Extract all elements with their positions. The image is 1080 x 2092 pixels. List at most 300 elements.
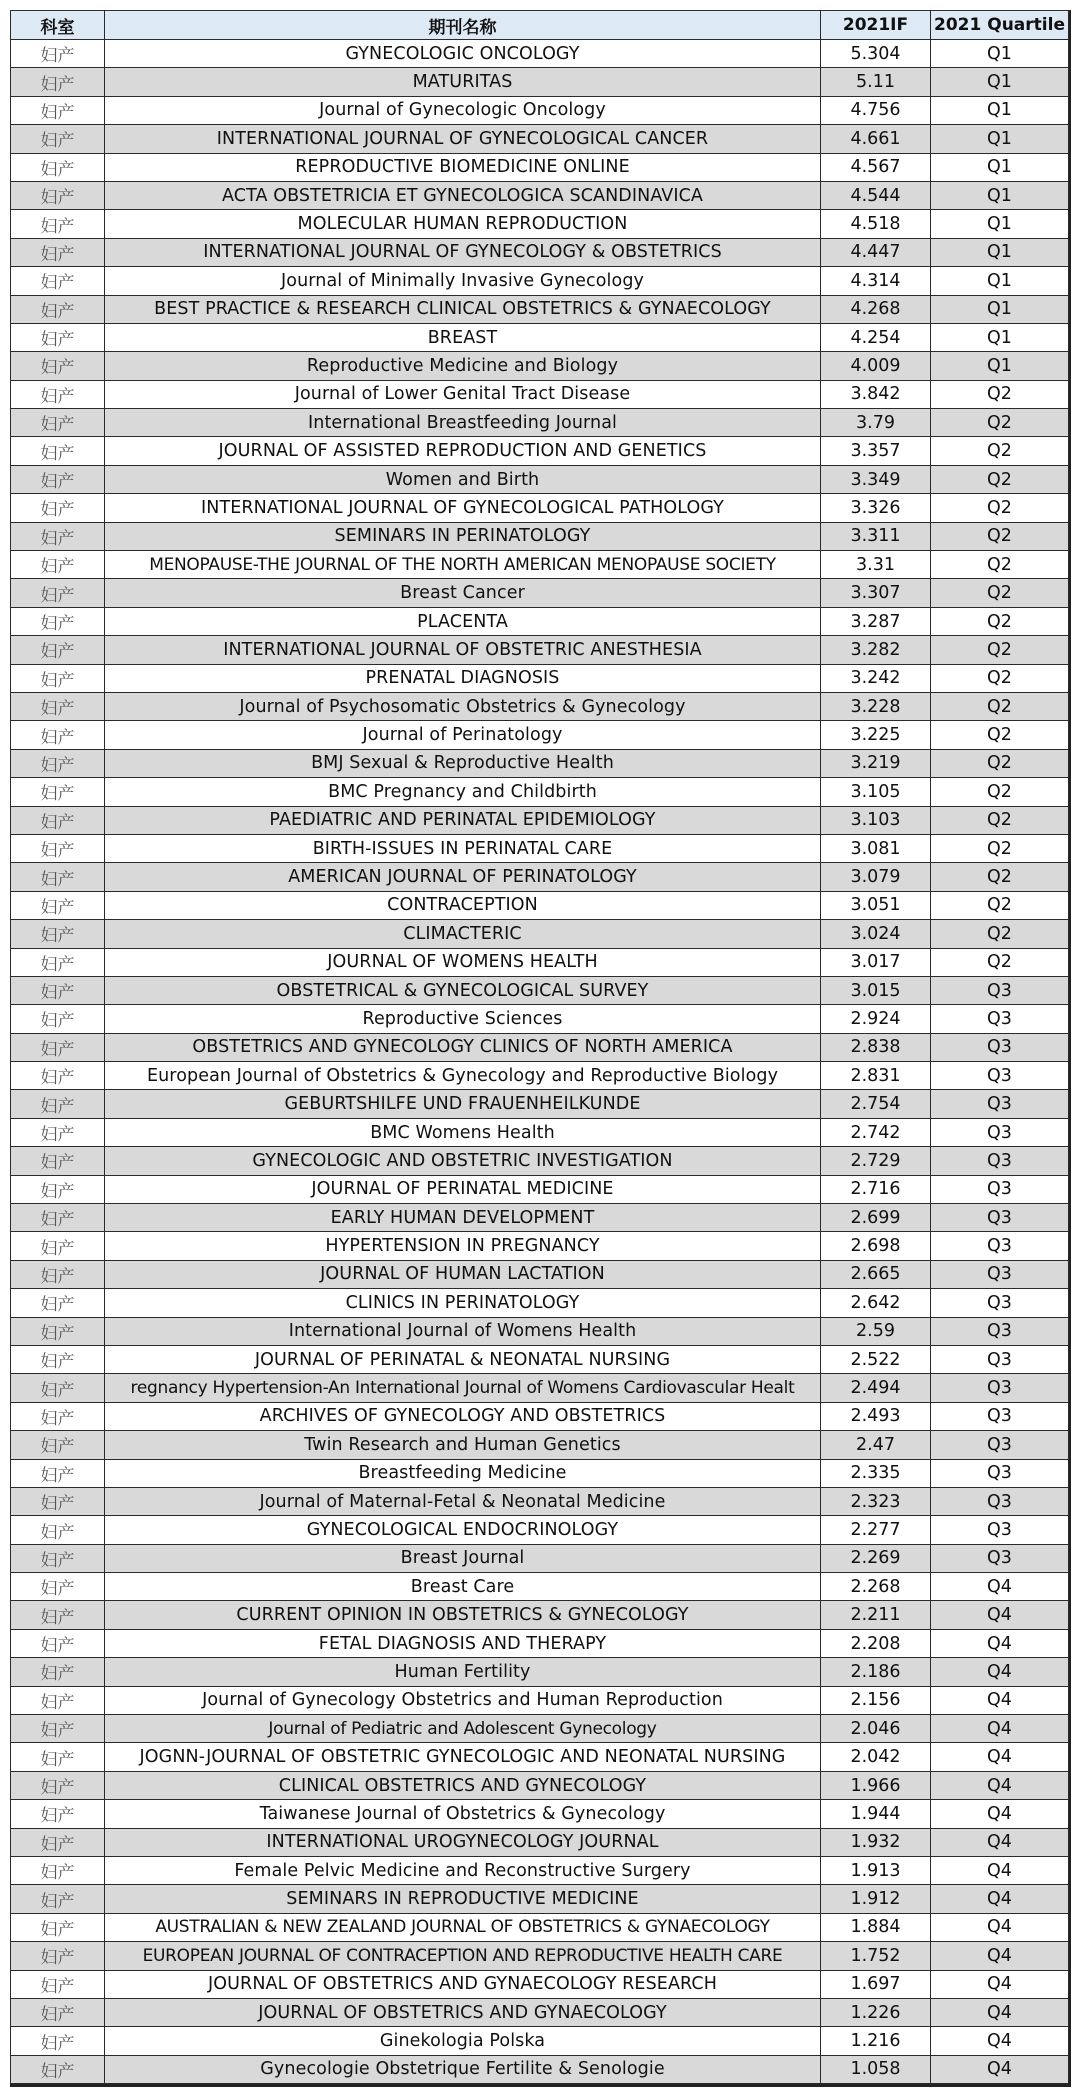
department-cell: 妇产 bbox=[11, 1970, 105, 1998]
department-cell: 妇产 bbox=[11, 778, 105, 806]
department-cell: 妇产 bbox=[11, 153, 105, 181]
department-cell: 妇产 bbox=[11, 1913, 105, 1941]
journal-name-cell: PLACENTA bbox=[105, 607, 821, 635]
department-cell: 妇产 bbox=[11, 1885, 105, 1913]
journal-name-cell: GYNECOLOGICAL ENDOCRINOLOGY bbox=[105, 1516, 821, 1544]
department-cell: 妇产 bbox=[11, 1658, 105, 1686]
impact-factor-cell: 1.966 bbox=[821, 1771, 931, 1799]
journal-name-cell: CLINICS IN PERINATOLOGY bbox=[105, 1289, 821, 1317]
table-row bbox=[11, 721, 1069, 749]
journal-name-cell: OBSTETRICAL & GYNECOLOGICAL SURVEY bbox=[105, 976, 821, 1004]
journal-name-cell: MATURITAS bbox=[105, 68, 821, 96]
table-row bbox=[11, 267, 1069, 295]
impact-factor-cell: 2.754 bbox=[821, 1090, 931, 1118]
department-cell: 妇产 bbox=[11, 891, 105, 919]
quartile-cell: Q4 bbox=[931, 1885, 1069, 1913]
table-row bbox=[11, 295, 1069, 323]
impact-factor-cell: 2.699 bbox=[821, 1204, 931, 1232]
journal-name-cell: Taiwanese Journal of Obstetrics & Gynecology bbox=[105, 1800, 821, 1828]
journal-name-cell: AMERICAN JOURNAL OF PERINATOLOGY bbox=[105, 863, 821, 891]
table-row bbox=[11, 1800, 1069, 1828]
impact-factor-cell: 3.31 bbox=[821, 551, 931, 579]
impact-factor-cell: 2.493 bbox=[821, 1402, 931, 1430]
journal-name-cell: BMC Womens Health bbox=[105, 1118, 821, 1146]
impact-factor-cell: 4.567 bbox=[821, 153, 931, 181]
quartile-cell: Q2 bbox=[931, 636, 1069, 664]
journal-name-cell: PAEDIATRIC AND PERINATAL EPIDEMIOLOGY bbox=[105, 806, 821, 834]
impact-factor-cell: 1.058 bbox=[821, 2055, 931, 2083]
quartile-cell: Q3 bbox=[931, 1345, 1069, 1373]
table-header bbox=[11, 11, 1069, 40]
journal-name-cell: BIRTH-ISSUES IN PERINATAL CARE bbox=[105, 834, 821, 862]
table-row bbox=[11, 409, 1069, 437]
table-row bbox=[11, 125, 1069, 153]
table-row bbox=[11, 96, 1069, 124]
table-row bbox=[11, 1771, 1069, 1799]
table-row bbox=[11, 1573, 1069, 1601]
quartile-cell: Q2 bbox=[931, 948, 1069, 976]
table-row bbox=[11, 1033, 1069, 1061]
table-row bbox=[11, 1828, 1069, 1856]
department-cell: 妇产 bbox=[11, 1629, 105, 1657]
impact-factor-cell: 3.282 bbox=[821, 636, 931, 664]
journal-name-cell: EARLY HUMAN DEVELOPMENT bbox=[105, 1204, 821, 1232]
impact-factor-cell: 3.79 bbox=[821, 409, 931, 437]
journal-name-cell: JOURNAL OF WOMENS HEALTH bbox=[105, 948, 821, 976]
journal-name-cell: EUROPEAN JOURNAL OF CONTRACEPTION AND REPRODUCTIVE HEALTH CARE bbox=[105, 1942, 821, 1970]
impact-factor-cell: 1.697 bbox=[821, 1970, 931, 1998]
journal-name-cell: ACTA OBSTETRICIA ET GYNECOLOGICA SCANDINAVICA bbox=[105, 181, 821, 209]
table-row bbox=[11, 1743, 1069, 1771]
journal-name-cell: Reproductive Medicine and Biology bbox=[105, 352, 821, 380]
impact-factor-cell: 3.287 bbox=[821, 607, 931, 635]
journal-name-cell: CLIMACTERIC bbox=[105, 920, 821, 948]
quartile-cell: Q2 bbox=[931, 551, 1069, 579]
header-row bbox=[11, 11, 1069, 40]
header-quartile: 2021 Quartile bbox=[931, 11, 1069, 40]
impact-factor-cell: 3.105 bbox=[821, 778, 931, 806]
journal-name-cell: INTERNATIONAL JOURNAL OF GYNECOLOGICAL CANCER bbox=[105, 125, 821, 153]
department-cell: 妇产 bbox=[11, 409, 105, 437]
impact-factor-cell: 2.269 bbox=[821, 1544, 931, 1572]
journal-name-cell: Breast Cancer bbox=[105, 579, 821, 607]
department-cell: 妇产 bbox=[11, 1573, 105, 1601]
quartile-cell: Q2 bbox=[931, 494, 1069, 522]
impact-factor-cell: 2.729 bbox=[821, 1147, 931, 1175]
department-cell: 妇产 bbox=[11, 1062, 105, 1090]
quartile-cell: Q4 bbox=[931, 1715, 1069, 1743]
department-cell: 妇产 bbox=[11, 920, 105, 948]
table-row bbox=[11, 551, 1069, 579]
table-row bbox=[11, 1431, 1069, 1459]
department-cell: 妇产 bbox=[11, 1374, 105, 1402]
impact-factor-cell: 2.046 bbox=[821, 1715, 931, 1743]
journal-name-cell: ARCHIVES OF GYNECOLOGY AND OBSTETRICS bbox=[105, 1402, 821, 1430]
impact-factor-cell: 5.304 bbox=[821, 40, 931, 68]
department-cell: 妇产 bbox=[11, 1431, 105, 1459]
table-row bbox=[11, 1857, 1069, 1885]
quartile-cell: Q2 bbox=[931, 863, 1069, 891]
department-cell: 妇产 bbox=[11, 181, 105, 209]
table-row bbox=[11, 210, 1069, 238]
journal-name-cell: JOURNAL OF OBSTETRICS AND GYNAECOLOGY bbox=[105, 1998, 821, 2026]
quartile-cell: Q4 bbox=[931, 1573, 1069, 1601]
table-row bbox=[11, 579, 1069, 607]
journal-name-cell: BMJ Sexual & Reproductive Health bbox=[105, 749, 821, 777]
table-row bbox=[11, 238, 1069, 266]
quartile-cell: Q2 bbox=[931, 437, 1069, 465]
journal-name-cell: JOURNAL OF OBSTETRICS AND GYNAECOLOGY RESEARCH bbox=[105, 1970, 821, 1998]
journal-name-cell: FETAL DIAGNOSIS AND THERAPY bbox=[105, 1629, 821, 1657]
quartile-cell: Q2 bbox=[931, 806, 1069, 834]
impact-factor-cell: 2.838 bbox=[821, 1033, 931, 1061]
department-cell: 妇产 bbox=[11, 1857, 105, 1885]
table-row bbox=[11, 1289, 1069, 1317]
department-cell: 妇产 bbox=[11, 976, 105, 1004]
quartile-cell: Q1 bbox=[931, 295, 1069, 323]
journal-name-cell: Journal of Gynecologic Oncology bbox=[105, 96, 821, 124]
quartile-cell: Q4 bbox=[931, 2055, 1069, 2083]
department-cell: 妇产 bbox=[11, 1800, 105, 1828]
quartile-cell: Q2 bbox=[931, 891, 1069, 919]
quartile-cell: Q3 bbox=[931, 1544, 1069, 1572]
department-cell: 妇产 bbox=[11, 1544, 105, 1572]
department-cell: 妇产 bbox=[11, 1260, 105, 1288]
journal-name-cell: SEMINARS IN REPRODUCTIVE MEDICINE bbox=[105, 1885, 821, 1913]
journal-name-cell: Female Pelvic Medicine and Reconstructive Surgery bbox=[105, 1857, 821, 1885]
impact-factor-cell: 3.225 bbox=[821, 721, 931, 749]
impact-factor-cell: 2.208 bbox=[821, 1629, 931, 1657]
impact-factor-cell: 2.698 bbox=[821, 1232, 931, 1260]
department-cell: 妇产 bbox=[11, 1601, 105, 1629]
department-cell: 妇产 bbox=[11, 551, 105, 579]
department-cell: 妇产 bbox=[11, 1998, 105, 2026]
table-row bbox=[11, 1090, 1069, 1118]
quartile-cell: Q3 bbox=[931, 1175, 1069, 1203]
journal-table-container bbox=[10, 10, 1071, 2087]
quartile-cell: Q1 bbox=[931, 40, 1069, 68]
impact-factor-cell: 4.544 bbox=[821, 181, 931, 209]
journal-name-cell: Human Fertility bbox=[105, 1658, 821, 1686]
table-row bbox=[11, 380, 1069, 408]
impact-factor-cell: 4.268 bbox=[821, 295, 931, 323]
impact-factor-cell: 3.842 bbox=[821, 380, 931, 408]
journal-name-cell: Women and Birth bbox=[105, 465, 821, 493]
table-row bbox=[11, 494, 1069, 522]
table-row bbox=[11, 181, 1069, 209]
quartile-cell: Q3 bbox=[931, 1289, 1069, 1317]
department-cell: 妇产 bbox=[11, 1715, 105, 1743]
header-department: 科室 bbox=[11, 11, 105, 40]
quartile-cell: Q4 bbox=[931, 1629, 1069, 1657]
quartile-cell: Q1 bbox=[931, 96, 1069, 124]
table-row bbox=[11, 522, 1069, 550]
impact-factor-cell: 3.015 bbox=[821, 976, 931, 1004]
impact-factor-cell: 3.228 bbox=[821, 692, 931, 720]
impact-factor-cell: 2.268 bbox=[821, 1573, 931, 1601]
department-cell: 妇产 bbox=[11, 1289, 105, 1317]
impact-factor-cell: 1.932 bbox=[821, 1828, 931, 1856]
quartile-cell: Q1 bbox=[931, 181, 1069, 209]
table-row bbox=[11, 948, 1069, 976]
department-cell: 妇产 bbox=[11, 323, 105, 351]
impact-factor-cell: 2.716 bbox=[821, 1175, 931, 1203]
quartile-cell: Q2 bbox=[931, 834, 1069, 862]
department-cell: 妇产 bbox=[11, 948, 105, 976]
quartile-cell: Q4 bbox=[931, 1970, 1069, 1998]
impact-factor-cell: 2.186 bbox=[821, 1658, 931, 1686]
table-row bbox=[11, 1260, 1069, 1288]
quartile-cell: Q3 bbox=[931, 1005, 1069, 1033]
journal-name-cell: GEBURTSHILFE UND FRAUENHEILKUNDE bbox=[105, 1090, 821, 1118]
department-cell: 妇产 bbox=[11, 1516, 105, 1544]
table-row bbox=[11, 1516, 1069, 1544]
department-cell: 妇产 bbox=[11, 1147, 105, 1175]
table-row bbox=[11, 863, 1069, 891]
department-cell: 妇产 bbox=[11, 238, 105, 266]
quartile-cell: Q2 bbox=[931, 522, 1069, 550]
department-cell: 妇产 bbox=[11, 494, 105, 522]
quartile-cell: Q4 bbox=[931, 1743, 1069, 1771]
journal-name-cell: MENOPAUSE-THE JOURNAL OF THE NORTH AMERICAN MENOPAUSE SOCIETY bbox=[105, 551, 821, 579]
quartile-cell: Q3 bbox=[931, 1516, 1069, 1544]
department-cell: 妇产 bbox=[11, 352, 105, 380]
department-cell: 妇产 bbox=[11, 68, 105, 96]
journal-name-cell: INTERNATIONAL JOURNAL OF OBSTETRIC ANESTHESIA bbox=[105, 636, 821, 664]
table-row bbox=[11, 1175, 1069, 1203]
quartile-cell: Q3 bbox=[931, 1487, 1069, 1515]
department-cell: 妇产 bbox=[11, 2027, 105, 2055]
journal-name-cell: Journal of Lower Genital Tract Disease bbox=[105, 380, 821, 408]
header-impact-factor: 2021IF bbox=[821, 11, 931, 40]
impact-factor-cell: 3.242 bbox=[821, 664, 931, 692]
department-cell: 妇产 bbox=[11, 1942, 105, 1970]
table-row bbox=[11, 806, 1069, 834]
department-cell: 妇产 bbox=[11, 96, 105, 124]
quartile-cell: Q3 bbox=[931, 1147, 1069, 1175]
quartile-cell: Q4 bbox=[931, 2027, 1069, 2055]
table-row bbox=[11, 323, 1069, 351]
table-row bbox=[11, 1317, 1069, 1345]
impact-factor-cell: 2.59 bbox=[821, 1317, 931, 1345]
quartile-cell: Q1 bbox=[931, 68, 1069, 96]
quartile-cell: Q4 bbox=[931, 1913, 1069, 1941]
table-row bbox=[11, 1629, 1069, 1657]
quartile-cell: Q2 bbox=[931, 579, 1069, 607]
quartile-cell: Q2 bbox=[931, 721, 1069, 749]
journal-name-cell: JOURNAL OF HUMAN LACTATION bbox=[105, 1260, 821, 1288]
impact-factor-cell: 3.357 bbox=[821, 437, 931, 465]
journal-name-cell: HYPERTENSION IN PREGNANCY bbox=[105, 1232, 821, 1260]
journal-name-cell: PRENATAL DIAGNOSIS bbox=[105, 664, 821, 692]
impact-factor-cell: 2.522 bbox=[821, 1345, 931, 1373]
quartile-cell: Q1 bbox=[931, 352, 1069, 380]
department-cell: 妇产 bbox=[11, 267, 105, 295]
impact-factor-cell: 4.661 bbox=[821, 125, 931, 153]
impact-factor-cell: 1.912 bbox=[821, 1885, 931, 1913]
quartile-cell: Q3 bbox=[931, 1090, 1069, 1118]
impact-factor-cell: 2.211 bbox=[821, 1601, 931, 1629]
department-cell: 妇产 bbox=[11, 579, 105, 607]
table-row bbox=[11, 40, 1069, 68]
journal-name-cell: JOURNAL OF PERINATAL & NEONATAL NURSING bbox=[105, 1345, 821, 1373]
quartile-cell: Q4 bbox=[931, 1998, 1069, 2026]
impact-factor-cell: 1.913 bbox=[821, 1857, 931, 1885]
table-row bbox=[11, 352, 1069, 380]
quartile-cell: Q1 bbox=[931, 125, 1069, 153]
journal-name-cell: INTERNATIONAL JOURNAL OF GYNECOLOGY & OBSTETRICS bbox=[105, 238, 821, 266]
quartile-cell: Q2 bbox=[931, 749, 1069, 777]
impact-factor-cell: 5.11 bbox=[821, 68, 931, 96]
department-cell: 妇产 bbox=[11, 210, 105, 238]
quartile-cell: Q4 bbox=[931, 1857, 1069, 1885]
department-cell: 妇产 bbox=[11, 295, 105, 323]
impact-factor-cell: 1.226 bbox=[821, 1998, 931, 2026]
impact-factor-cell: 3.219 bbox=[821, 749, 931, 777]
table-row bbox=[11, 1147, 1069, 1175]
journal-name-cell: GYNECOLOGIC ONCOLOGY bbox=[105, 40, 821, 68]
impact-factor-cell: 2.042 bbox=[821, 1743, 931, 1771]
department-cell: 妇产 bbox=[11, 1345, 105, 1373]
impact-factor-cell: 2.831 bbox=[821, 1062, 931, 1090]
quartile-cell: Q3 bbox=[931, 1317, 1069, 1345]
quartile-cell: Q2 bbox=[931, 409, 1069, 437]
impact-factor-cell: 3.017 bbox=[821, 948, 931, 976]
department-cell: 妇产 bbox=[11, 465, 105, 493]
quartile-cell: Q2 bbox=[931, 920, 1069, 948]
journal-name-cell: JOURNAL OF ASSISTED REPRODUCTION AND GENETICS bbox=[105, 437, 821, 465]
journal-name-cell: SEMINARS IN PERINATOLOGY bbox=[105, 522, 821, 550]
department-cell: 妇产 bbox=[11, 1459, 105, 1487]
table-row bbox=[11, 1118, 1069, 1146]
quartile-cell: Q2 bbox=[931, 465, 1069, 493]
department-cell: 妇产 bbox=[11, 1033, 105, 1061]
journal-name-cell: Journal of Minimally Invasive Gynecology bbox=[105, 267, 821, 295]
quartile-cell: Q1 bbox=[931, 238, 1069, 266]
table-row bbox=[11, 68, 1069, 96]
impact-factor-cell: 3.349 bbox=[821, 465, 931, 493]
impact-factor-cell: 4.254 bbox=[821, 323, 931, 351]
impact-factor-cell: 2.335 bbox=[821, 1459, 931, 1487]
department-cell: 妇产 bbox=[11, 1487, 105, 1515]
journal-name-cell: JOURNAL OF PERINATAL MEDICINE bbox=[105, 1175, 821, 1203]
quartile-cell: Q2 bbox=[931, 692, 1069, 720]
table-row bbox=[11, 920, 1069, 948]
quartile-cell: Q3 bbox=[931, 1033, 1069, 1061]
table-row bbox=[11, 1913, 1069, 1941]
impact-factor-cell: 4.447 bbox=[821, 238, 931, 266]
header-journal-name: 期刊名称 bbox=[105, 11, 821, 40]
journal-name-cell: BREAST bbox=[105, 323, 821, 351]
table-row bbox=[11, 1402, 1069, 1430]
department-cell: 妇产 bbox=[11, 863, 105, 891]
impact-factor-cell: 2.642 bbox=[821, 1289, 931, 1317]
journal-name-cell: Breast Care bbox=[105, 1573, 821, 1601]
quartile-cell: Q4 bbox=[931, 1942, 1069, 1970]
quartile-cell: Q1 bbox=[931, 210, 1069, 238]
department-cell: 妇产 bbox=[11, 2055, 105, 2083]
impact-factor-cell: 3.326 bbox=[821, 494, 931, 522]
department-cell: 妇产 bbox=[11, 749, 105, 777]
department-cell: 妇产 bbox=[11, 607, 105, 635]
table-row bbox=[11, 976, 1069, 1004]
table-row bbox=[11, 465, 1069, 493]
impact-factor-cell: 4.518 bbox=[821, 210, 931, 238]
table-row bbox=[11, 607, 1069, 635]
journal-name-cell: Journal of Psychosomatic Obstetrics & Gynecology bbox=[105, 692, 821, 720]
quartile-cell: Q1 bbox=[931, 153, 1069, 181]
quartile-cell: Q4 bbox=[931, 1800, 1069, 1828]
table-row bbox=[11, 749, 1069, 777]
journal-name-cell: INTERNATIONAL UROGYNECOLOGY JOURNAL bbox=[105, 1828, 821, 1856]
impact-factor-cell: 2.494 bbox=[821, 1374, 931, 1402]
quartile-cell: Q3 bbox=[931, 1204, 1069, 1232]
impact-factor-cell: 3.024 bbox=[821, 920, 931, 948]
table-row bbox=[11, 437, 1069, 465]
impact-factor-cell: 3.307 bbox=[821, 579, 931, 607]
impact-factor-cell: 2.665 bbox=[821, 1260, 931, 1288]
table-row bbox=[11, 1885, 1069, 1913]
impact-factor-cell: 2.924 bbox=[821, 1005, 931, 1033]
table-row bbox=[11, 1715, 1069, 1743]
department-cell: 妇产 bbox=[11, 1828, 105, 1856]
journal-name-cell: GYNECOLOGIC AND OBSTETRIC INVESTIGATION bbox=[105, 1147, 821, 1175]
table-row bbox=[11, 1204, 1069, 1232]
impact-factor-cell: 1.944 bbox=[821, 1800, 931, 1828]
table-row bbox=[11, 1601, 1069, 1629]
quartile-cell: Q3 bbox=[931, 1459, 1069, 1487]
journal-name-cell: Twin Research and Human Genetics bbox=[105, 1431, 821, 1459]
department-cell: 妇产 bbox=[11, 1771, 105, 1799]
department-cell: 妇产 bbox=[11, 1686, 105, 1714]
journal-name-cell: INTERNATIONAL JOURNAL OF GYNECOLOGICAL PATHOLOGY bbox=[105, 494, 821, 522]
table-row bbox=[11, 1970, 1069, 1998]
quartile-cell: Q3 bbox=[931, 1118, 1069, 1146]
quartile-cell: Q2 bbox=[931, 664, 1069, 692]
quartile-cell: Q1 bbox=[931, 267, 1069, 295]
quartile-cell: Q4 bbox=[931, 1771, 1069, 1799]
table-row bbox=[11, 1062, 1069, 1090]
table-row bbox=[11, 1942, 1069, 1970]
quartile-cell: Q3 bbox=[931, 1374, 1069, 1402]
table-row bbox=[11, 2027, 1069, 2055]
quartile-cell: Q3 bbox=[931, 1260, 1069, 1288]
department-cell: 妇产 bbox=[11, 125, 105, 153]
journal-name-cell: International Journal of Womens Health bbox=[105, 1317, 821, 1345]
department-cell: 妇产 bbox=[11, 1204, 105, 1232]
journal-name-cell: CONTRACEPTION bbox=[105, 891, 821, 919]
journal-name-cell: Journal of Gynecology Obstetrics and Human Reproduction bbox=[105, 1686, 821, 1714]
department-cell: 妇产 bbox=[11, 1402, 105, 1430]
journal-name-cell: BMC Pregnancy and Childbirth bbox=[105, 778, 821, 806]
table-row bbox=[11, 1005, 1069, 1033]
journal-name-cell: Breast Journal bbox=[105, 1544, 821, 1572]
impact-factor-cell: 3.079 bbox=[821, 863, 931, 891]
impact-factor-cell: 3.311 bbox=[821, 522, 931, 550]
department-cell: 妇产 bbox=[11, 380, 105, 408]
impact-factor-cell: 2.156 bbox=[821, 1686, 931, 1714]
department-cell: 妇产 bbox=[11, 40, 105, 68]
impact-factor-cell: 3.103 bbox=[821, 806, 931, 834]
quartile-cell: Q3 bbox=[931, 1402, 1069, 1430]
journal-name-cell: International Breastfeeding Journal bbox=[105, 409, 821, 437]
journal-name-cell: Journal of Pediatric and Adolescent Gynecology bbox=[105, 1715, 821, 1743]
table-row bbox=[11, 1487, 1069, 1515]
journal-name-cell: regnancy Hypertension-An International Journal of Womens Cardiovascular Healt bbox=[105, 1374, 821, 1402]
journal-impact-factor-table bbox=[10, 10, 1069, 2084]
table-row bbox=[11, 891, 1069, 919]
journal-name-cell: OBSTETRICS AND GYNECOLOGY CLINICS OF NORTH AMERICA bbox=[105, 1033, 821, 1061]
